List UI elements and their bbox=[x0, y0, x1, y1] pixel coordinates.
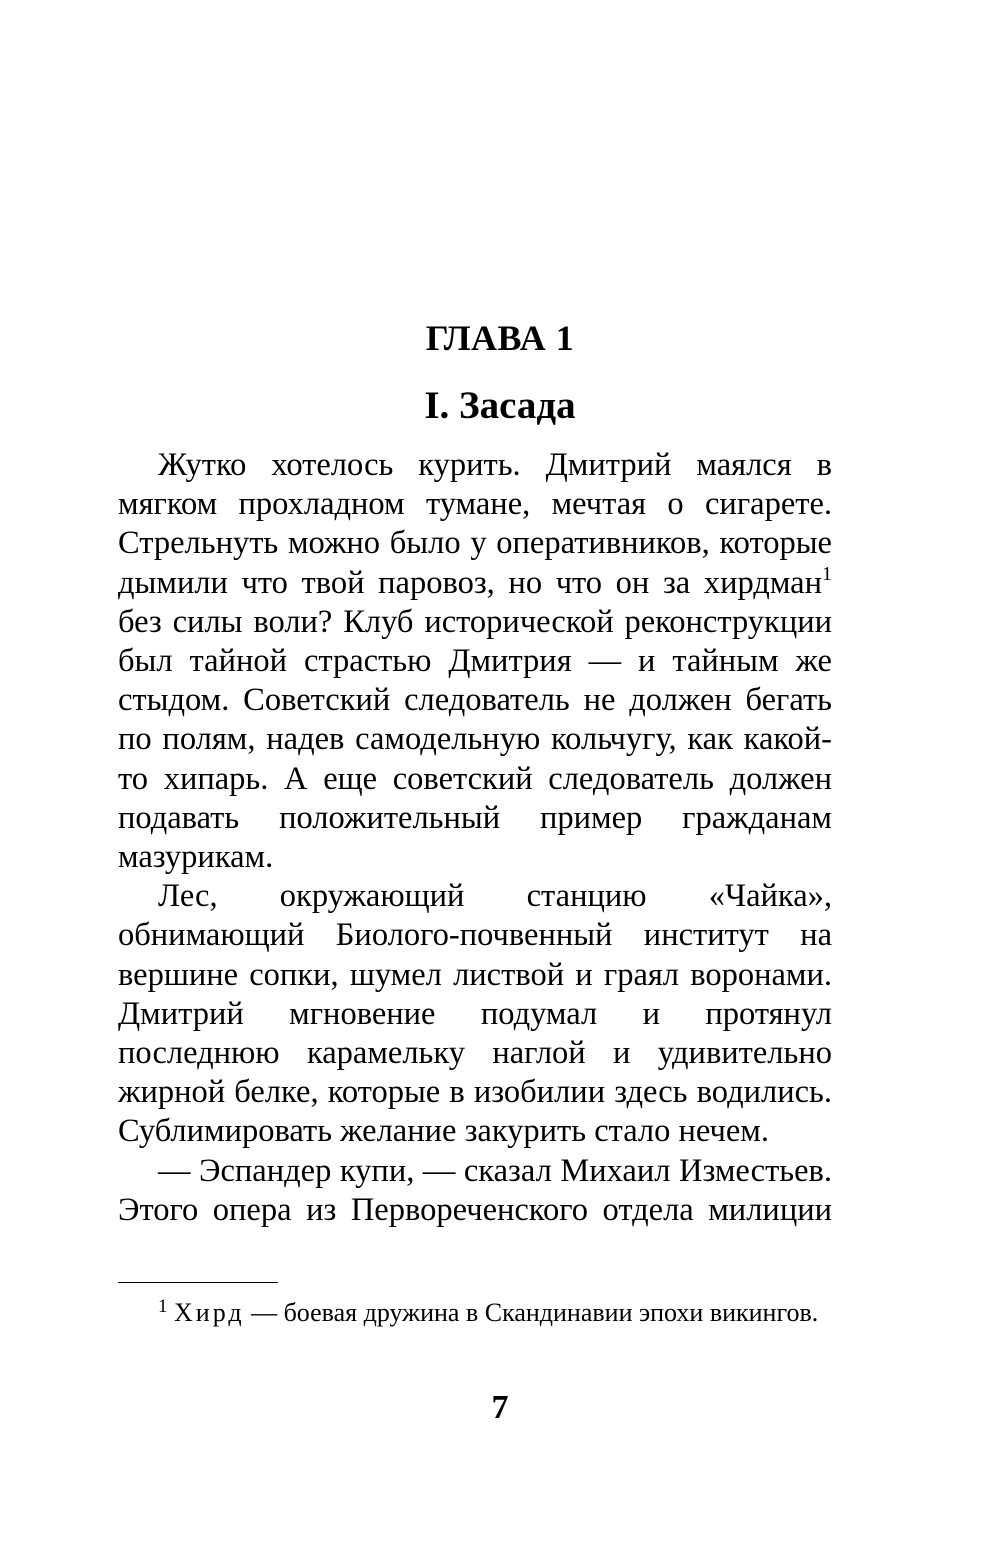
footnote-term: Хирд bbox=[174, 1298, 245, 1327]
footnote-number: 1 bbox=[158, 1296, 168, 1317]
footnote bbox=[118, 1295, 832, 1331]
paragraph-text: без силы воли? Клуб исторической реконструкции был тайной страстью Дмитрия — и тайным же стыдом. Советский следователь не должен бегать по полям, надев самодельную кольчугу, как какой-то хипарь. А еще советский следователь должен подавать положительный пример гражданам мазурикам. bbox=[118, 603, 832, 876]
page-number: 7 bbox=[491, 1389, 509, 1426]
paragraph: — Эспандер купи, — сказал Михаил Изместьев. Этого опера из Первореченского отдела милиции bbox=[118, 1152, 832, 1228]
footnote-reference: 1 bbox=[822, 562, 832, 585]
paragraph-text: Жутко хотелось курить. Дмитрий маялся в мягком прохладном тумане, мечтая о сигарете. Стрельнуть можно было у оперативников, которые дымили что твой паровоз, но что он за хирдман bbox=[118, 447, 832, 601]
footnote-divider bbox=[118, 1282, 278, 1283]
paragraph: Лес, окружающий станцию «Чайка», обнимающий Биолого-почвенный институт на вершине сопки, шумел листвой и граял воронами. Дмитрий мгновение подумал и протянул последнюю карамельку наглой и удивительно жирной белке, которые в изобилии здесь водились. Сублимировать желание закурить стало нечем. bbox=[118, 878, 832, 1150]
footnote-text: — боевая дружина в Скандинавии эпохи викингов. bbox=[244, 1298, 819, 1327]
chapter-title: ГЛАВА 1 bbox=[425, 318, 575, 358]
section-title: I. Засада bbox=[424, 384, 576, 427]
paragraph bbox=[118, 446, 832, 877]
body-text bbox=[118, 446, 832, 1230]
